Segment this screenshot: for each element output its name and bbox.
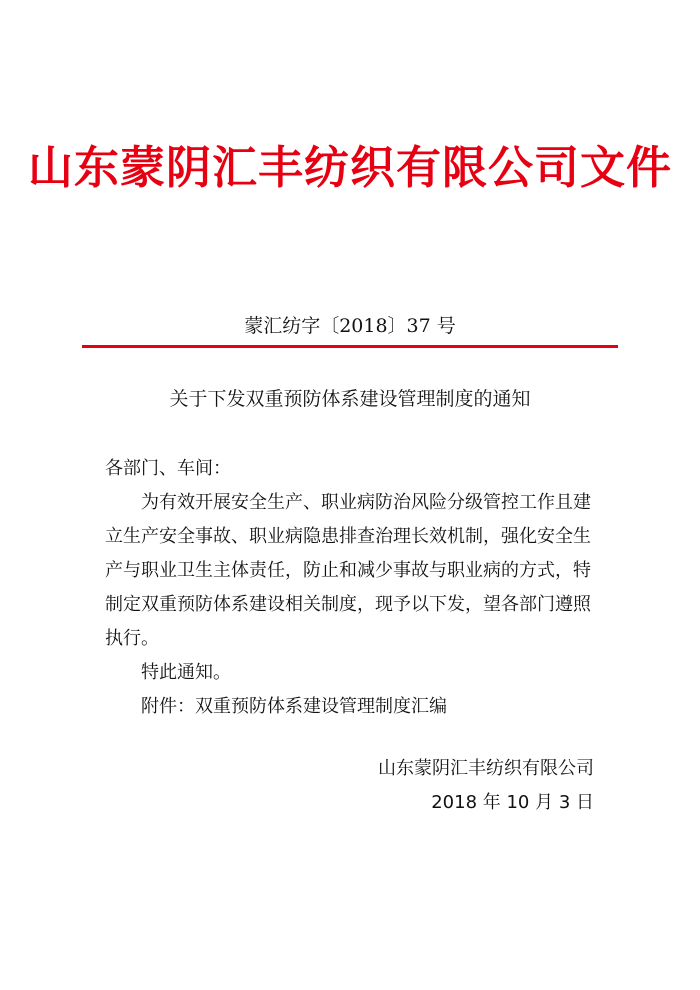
body-paragraph: 为有效开展安全生产、职业病防治风险分级管控工作且建立生产安全事故、职业病隐患排查治理长效机制，强化安全生产与职业卫生主体责任，防止和减少事故与职业病的方式，特制定双重预防体系建设相关制度，现予以下发，望各部门遵照执行。	[105, 492, 591, 649]
signature-block	[378, 752, 594, 820]
signature-date: 2018 年 10 月 3 日	[431, 792, 594, 813]
closing-line: 特此通知。	[141, 662, 231, 683]
masthead-title: 山东蒙阴汇丰纺织有限公司文件	[27, 141, 672, 194]
signature-company: 山东蒙阴汇丰纺织有限公司	[378, 758, 594, 779]
salutation: 各部门、车间：	[105, 458, 231, 479]
notice-body	[105, 452, 600, 724]
red-divider-line	[82, 345, 618, 348]
notice-title: 关于下发双重预防体系建设管理制度的通知	[169, 388, 531, 410]
attachment-line: 附件：双重预防体系建设管理制度汇编	[141, 696, 447, 717]
document-number: 蒙汇纺字〔2018〕37 号	[244, 315, 456, 337]
